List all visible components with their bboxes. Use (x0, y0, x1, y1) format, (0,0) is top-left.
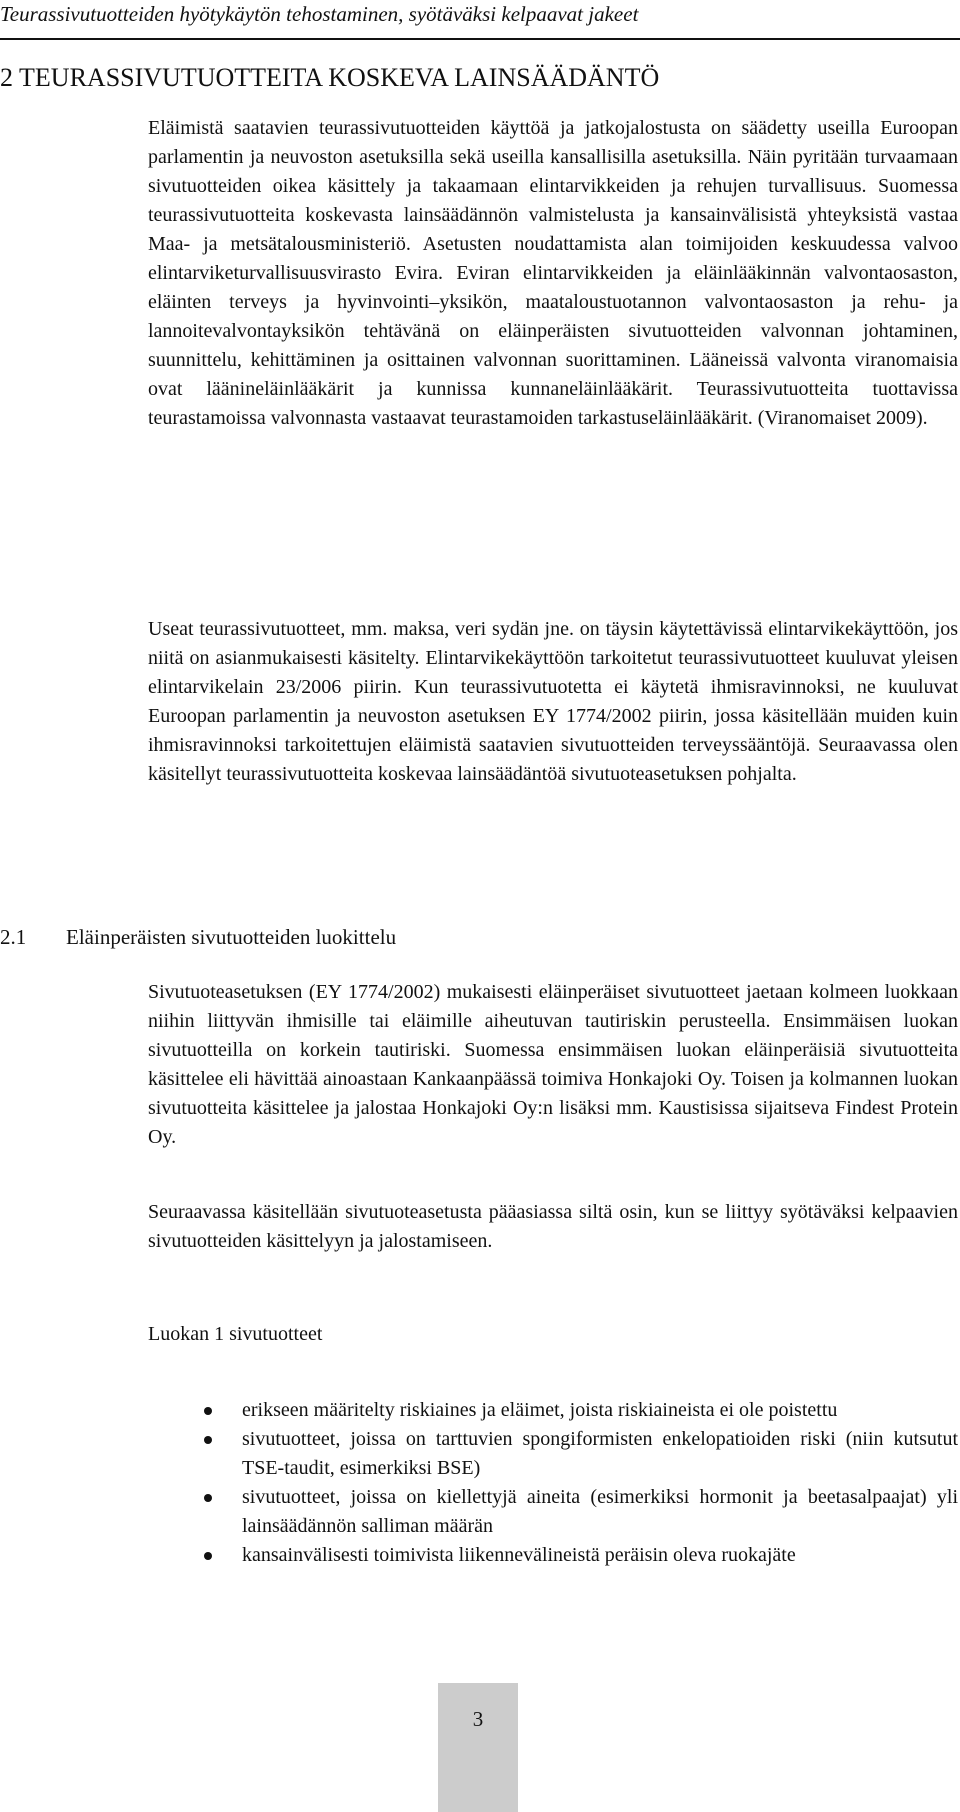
paragraph-legislation-overview: Eläimistä saatavien teurassivutuotteiden käyttöä ja jatkojalostusta on säädetty useilla Euroopan parlamentin ja neuvoston asetuksilla sekä useilla kansallisilla asetuksilla. Näin pyritään turvaamaan sivutuotteiden oikea käsittely ja takaamaan elintarvikkeiden ja rehujen turvallisuus. Suomessa teurassivutuotteita koskevasta lainsäädännön valmistelusta ja kansainvälisistä yhteyksistä vastaa Maa- ja metsätalousministeriö. Asetusten noudattamista alan toimijoiden keskuudessa valvoo elintarviketurvallisuusvirasto Evira. Eviran elintarvikkeiden ja eläinlääkinnän valvontaosaston, eläinten terveys ja hyvinvointi–yksikön, maataloustuotannon valvontaosaston ja rehu- ja lannoitevalvontayksikön tehtävänä on eläinperäisten sivutuotteiden valvonnan johtaminen, suunnittelu, kehittäminen ja osittainen valvonnan suorittaminen. Lääneissä valvonta viranomaisia ovat lääninеläinlääkärit ja kunnissa kunnaneläinlääkärit. Teurassivutuotteita tuottavissa teurastamoissa valvonnasta vastaavat teurastamoiden tarkastuseläinlääkärit. (Viranomaiset 2009). (148, 117, 958, 429)
category-1-list (148, 1396, 958, 1570)
list-item-text: sivutuotteet, joissa on kiellettyjä aineita (esimerkiksi hormonit ja beetasalpaajat) yli lainsäädännön salliman määrän (242, 1486, 958, 1537)
list-item-text: erikseen määritelty riskiaines ja eläimet, joista riskiaineista ei ole poistettu (242, 1399, 838, 1421)
section-title: Eläinperäisten sivutuotteiden luokittelu (66, 925, 397, 949)
section-number: 2.1 (0, 925, 27, 949)
list-item (148, 1483, 958, 1541)
section-heading (0, 923, 396, 951)
paragraph-scope: Seuraavassa käsitellään sivutuoteasetusta pääasiassa siltä osin, kun se liittyy syötäväksi kelpaavien sivutuotteiden käsittelyyn ja jalostamiseen. (148, 1201, 958, 1252)
list-item (148, 1541, 958, 1570)
page-number: 3 (472, 1707, 484, 1731)
bullet-icon (204, 1407, 212, 1415)
paragraph-food-use: Useat teurassivutuotteet, mm. maksa, veri sydän jne. on täysin käytettävissä elintarvikekäyttöön, jos niitä on asianmukaisesti käsitelty. Elintarvikekäyttöön tarkoitetut teurassivutuotteet kuuluvat yleisen elintarvikelain 23/2006 piirin. Kun teurassivutuotetta ei käytetä ihmisravinnoksi, ne kuuluvat Euroopan parlamentin ja neuvoston asetuksen EY 1774/2002 piirin, jossa käsitellään muiden kuin ihmisravinnoksi tarkoitettujen eläimistä saatavien sivutuotteiden terveyssääntöjä. Seuraavassa olen käsitellyt teurassivutuotteita koskevaa lainsäädäntöä sivutuoteasetuksen pohjalta. (148, 618, 958, 785)
paragraph-classification: Sivutuoteasetuksen (EY 1774/2002) mukaisesti eläinperäiset sivutuotteet jaetaan kolmeen luokkaan niihin liittyvän ihmisille tai eläimille aiheutuvan tautiriskin perusteella. Ensimmäisen luokan sivutuotteilla on korkein tautiriski. Suomessa ensimmäisen luokan eläinperäisiä sivutuotteita käsittelee eli hävittää ainoastaan Kankaanpäässä toimiva Honkajoki Oy. Toisen ja kolmannen luokan sivutuotteita käsittelee ja jalostaa Honkajoki Oy:n lisäksi mm. Kaustisissa sijaitseva Findest Protein Oy. (148, 981, 958, 1148)
list-item (148, 1396, 958, 1425)
paragraph-category-1-label: Luokan 1 sivutuotteet (148, 1323, 323, 1345)
header-divider (0, 38, 960, 40)
bullet-icon (204, 1494, 212, 1502)
bullet-icon (204, 1552, 212, 1560)
list-item-text: kansainvälisesti toimivista liikennevälineistä peräisin oleva ruokajäte (242, 1544, 796, 1566)
chapter-heading: 2 TEURASSIVUTUOTTEITA KOSKEVA LAINSÄÄDÄNTÖ (0, 63, 660, 92)
page-number-box (438, 1683, 518, 1812)
list-item-text: sivutuotteet, joissa on tarttuvien spongiformisten enkelopatioiden riski (niin kutsutut TSE-taudit, esimerkiksi BSE) (242, 1428, 958, 1479)
running-header: Teurassivutuotteiden hyötykäytön tehostaminen, syötäväksi kelpaavat jakeet (0, 2, 639, 26)
list-item (148, 1425, 958, 1483)
bullet-icon (204, 1436, 212, 1444)
